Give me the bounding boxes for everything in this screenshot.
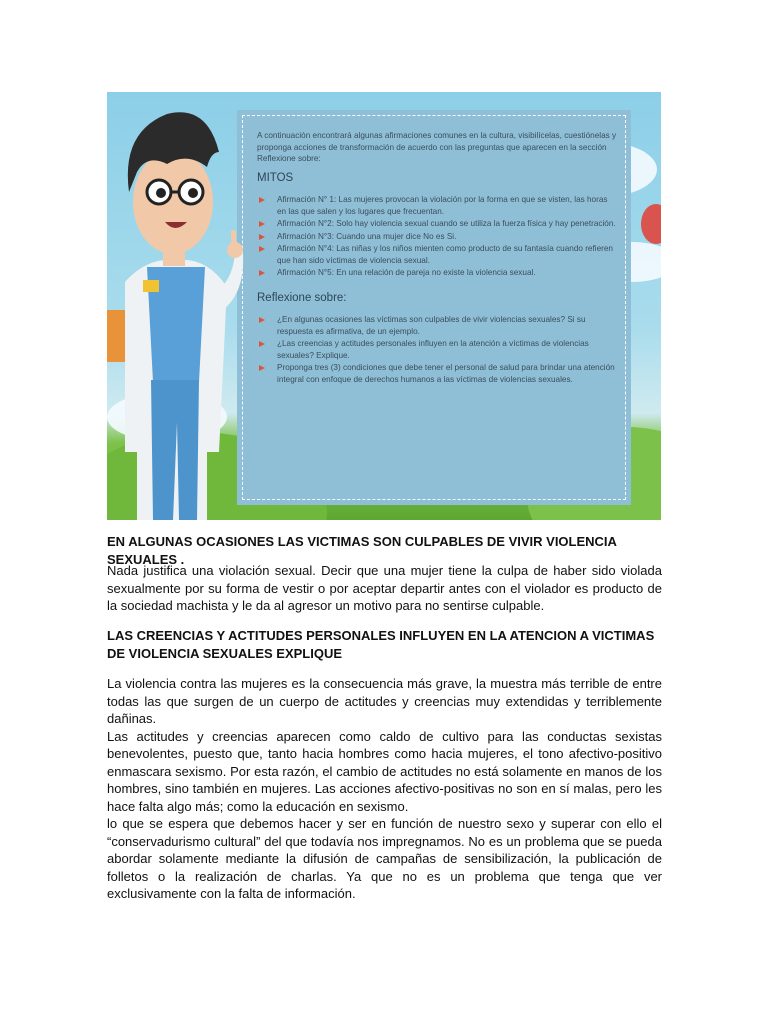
paragraph-3: lo que se espera que debemos hacer y ser en función de nuestro sexo y superar con ello el “conservadurismo cultural” del que todavía nos impregnamos. No es un problema que se pueda abordar solamente mediante la difusión de campañas de sensibilización, la publicación de folletos o la realización de charlas. Ya que no es un problema que tenga que ver exclusivamente con la falta de información. <box>107 816 662 901</box>
paragraph-1: Nada justifica una violación sexual. Decir que una mujer tiene la culpa de haber sido violada sexualmente por su forma de vestir o por aceptar departir antes con el violador es producto de la sociedad machista y le da al agresor un motivo para no sentirse culpable. <box>107 563 662 613</box>
reflexione-item: ¿En algunas ocasiones las víctimas son culpables de vivir violencias sexuales? Si su respuesta es afirmativa, de un ejemplo. <box>257 314 617 337</box>
reflexione-item: ¿Las creencias y actitudes personales influyen en la atención a víctimas de violencias sexuales? Explique. <box>257 338 617 361</box>
reflexione-item: Proponga tres (3) condiciones que debe tener el personal de salud para brindar una atención integral con enfoque de derechos humanos a las víctimas de violencias sexuales. <box>257 362 617 385</box>
reflexione-title: Reflexione sobre: <box>257 291 347 304</box>
reflexione-list <box>257 314 617 385</box>
mitos-title: MITOS <box>257 171 294 184</box>
panel-intro: A continuación encontrará algunas afirmaciones comunes en la cultura, visibilícelas, cuestiónelas y proponga acciones de transformación de acuerdo con las preguntas que aparecen en la sección Reflexione sobre: <box>257 131 617 163</box>
illustration-figure <box>107 92 661 520</box>
mito-item: Afirmación N°4: Las niñas y los niños mienten como producto de su fantasía cuando refieren que han sido víctimas de violencia sexual. <box>257 243 617 266</box>
heading-victims: EN ALGUNAS OCASIONES LAS VICTIMAS SON CULPABLES DE VIVIR VIOLENCIA SEXUALES . <box>107 534 617 567</box>
paragraph-2b: Las actitudes y creencias aparecen como caldo de cultivo para las conductas sexistas benevolentes, puesto que, tanto hacia hombres como hacia mujeres, el tono afectivo-positivo enmascara sexismo. Por esta razón, el cambio de actitudes no está solamente en manos de los hombres, sino también en mujeres. Las acciones afectivo-positivas no son en sí malas, pero les hace falta algo más; como la educación en sexismo. <box>107 728 662 814</box>
badge-shape <box>143 280 159 292</box>
mito-item: Afirmación N° 1: Las mujeres provocan la violación por la forma en que se visten, las horas en las que salen y los lugares que frecuentan. <box>257 194 617 217</box>
mito-item: Afirmación N°2: Solo hay violencia sexual cuando se utiliza la fuerza física y hay penetración. <box>257 218 617 230</box>
doctor-illustration <box>107 92 247 520</box>
face-shape <box>133 150 213 254</box>
paragraph-2 <box>107 675 662 815</box>
mito-item: Afirmación N°5: En una relación de pareja no existe la violencia sexual. <box>257 267 617 279</box>
myths-panel <box>237 110 631 505</box>
finger-shape <box>231 230 236 246</box>
paragraph-2a: La violencia contra las mujeres es la consecuencia más grave, la muestra más terrible de entre todas las que surgen de un cuerpo de actitudes y creencias muy extendidas y terriblemente dañinas. <box>107 676 662 726</box>
mitos-list <box>257 194 617 279</box>
mito-item: Afirmación N°3: Cuando una mujer dice No es Si. <box>257 231 617 243</box>
heading-beliefs: LAS CREENCIAS Y ACTITUDES PERSONALES INFLUYEN EN LA ATENCION A VICTIMAS DE VIOLENCIA SEXUALES EXPLIQUE <box>107 628 655 661</box>
red-balloon-shape <box>641 204 661 244</box>
